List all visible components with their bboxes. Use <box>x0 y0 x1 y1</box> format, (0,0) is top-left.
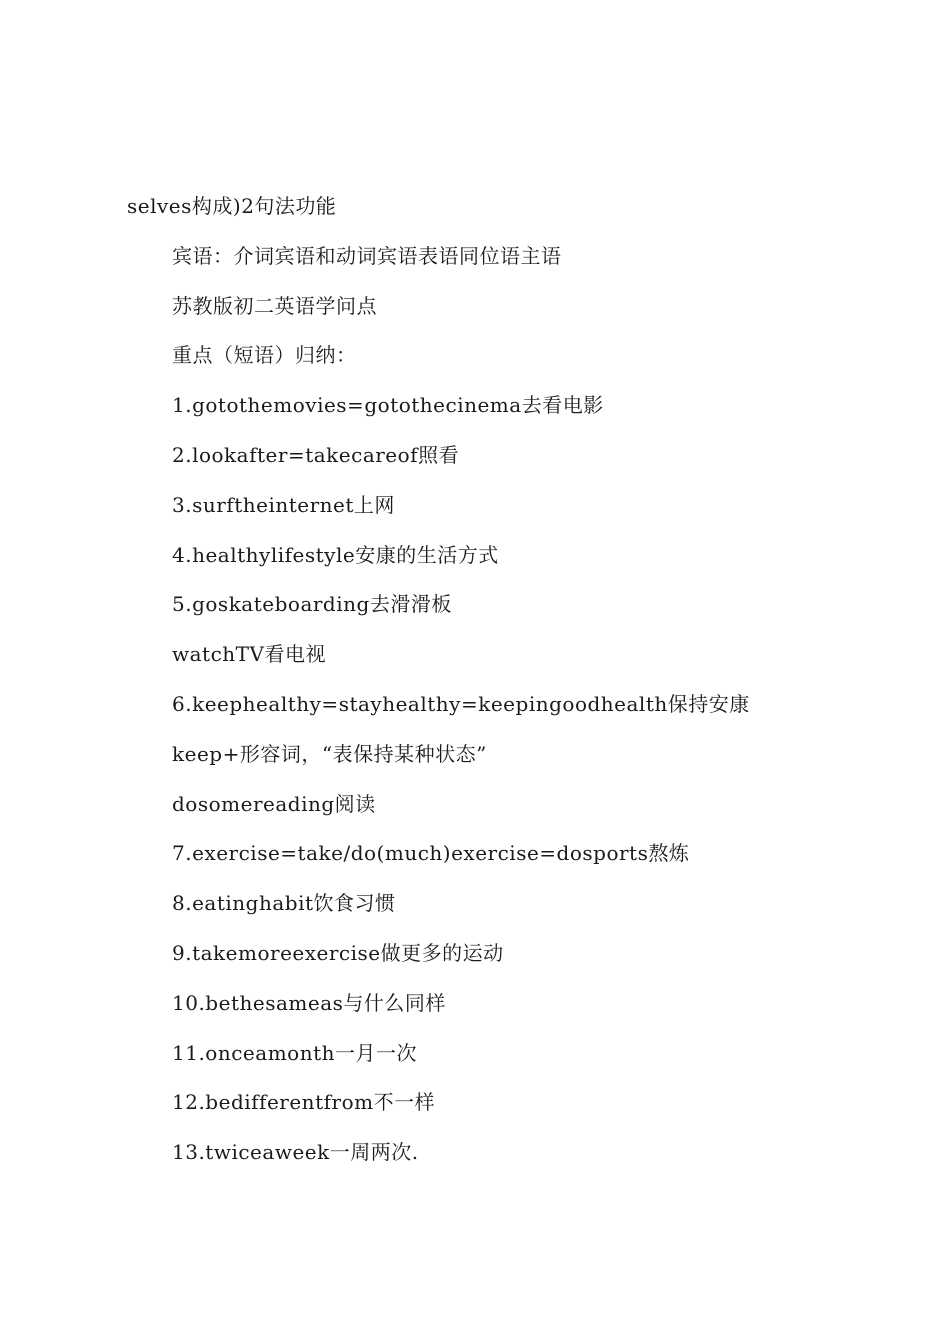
list-item: 10.bethesameas与什么同样 <box>172 990 446 1015</box>
list-item: keep+形容词，“表保持某种状态” <box>172 741 487 766</box>
list-item: 2.lookafter=takecareof照看 <box>172 442 460 467</box>
text-line: selves构成)2句法功能 <box>127 194 337 218</box>
section-subtitle: 重点（短语）归纳： <box>172 343 357 368</box>
list-item: 11.onceamonth一月一次 <box>172 1040 417 1065</box>
list-item: 8.eatinghabit饮食习惯 <box>172 891 396 916</box>
document-body <box>0 188 950 1184</box>
list-item: 1.gotothemovies=gotothecinema去看电影 <box>172 393 604 418</box>
list-item: dosomereading阅读 <box>172 791 376 816</box>
list-item: 6.keephealthy=stayhealthy=keepingoodhealth保持安康 <box>172 691 750 716</box>
list-item: watchTV看电视 <box>172 642 326 667</box>
list-item: 12.bedifferentfrom不一样 <box>172 1090 436 1115</box>
list-item: 9.takemoreexercise做更多的运动 <box>172 940 504 965</box>
section-title: 苏教版初二英语学问点 <box>172 293 377 318</box>
list-item: 5.goskateboarding去滑滑板 <box>172 592 452 617</box>
list-item: 13.twiceaweek一周两次. <box>172 1140 419 1165</box>
list-item: 7.exercise=take/do(much)exercise=dosports熬炼 <box>172 841 690 866</box>
text-line: 宾语：介词宾语和动词宾语表语同位语主语 <box>172 243 562 268</box>
list-item: 4.healthylifestyle安康的生活方式 <box>172 542 499 567</box>
list-item: 3.surftheinternet上网 <box>172 492 395 517</box>
